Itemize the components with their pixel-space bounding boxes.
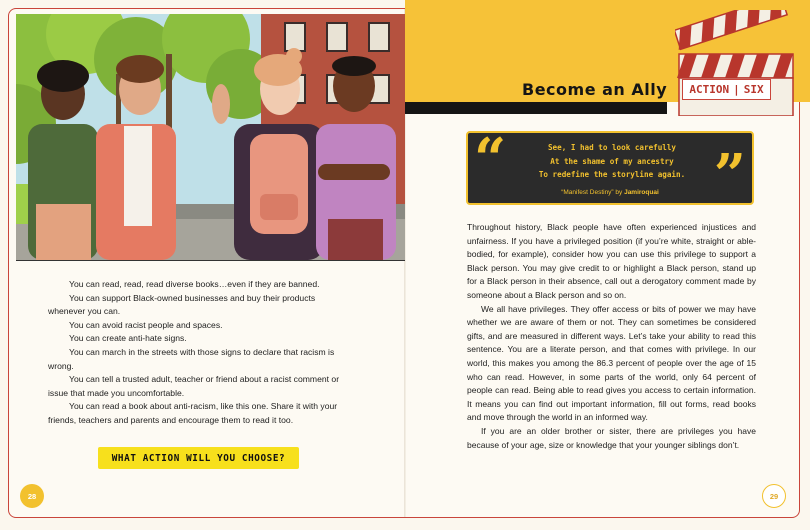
action-word: ACTION <box>689 83 730 96</box>
clapperboard-icon <box>675 10 800 116</box>
close-quote-icon: ” <box>713 142 746 208</box>
action-label <box>682 79 771 100</box>
header-stripe <box>405 102 667 114</box>
quote-lines <box>504 141 720 182</box>
right-paragraph: Throughout history, Black people have often experienced injustices and unfairness. If you have a privileged position (if you’re white, straight or able-bodied, for example), consider how you can use this privilege to support a Black person. You may give credit to or highlight a Black person, stand up for a Black person in their absence, call out a derogatory comment made by someone about a Black person and so on. <box>467 222 756 300</box>
left-body-text <box>48 278 346 428</box>
page-number-left: 28 <box>20 484 44 508</box>
right-paragraph: We all have privileges. They offer access or bits of power we may have whether we are aware of them or not. They can sometimes be considered gifts, and are measured in different ways. Let’s take your ability to read this sentence. You are a literate person, and that comes with privilege. In our world, this makes you among the 86.3 percent of people over the age of 15 who can read. However, in some parts of the world, only 64 percent of people can read. Being able to read gives you access to certain information. It means you can find out important information, fill out forms, read books and move through the world in an informed way. <box>467 303 756 423</box>
left-paragraph: You can avoid racist people and spaces. <box>69 319 223 330</box>
left-paragraph: You can read, read, read diverse books…even if they are banned. <box>69 279 320 289</box>
left-paragraph: You can tell a trusted adult, teacher or friend about a racist comment or issue that made you uncomfortable. <box>48 374 340 398</box>
right-body-text <box>467 221 756 452</box>
illustration-students <box>16 14 405 261</box>
quote-artist: Jamiroquai <box>624 189 659 196</box>
page-title: Become an Ally <box>522 80 668 99</box>
quote-source <box>466 184 754 202</box>
left-paragraph: You can march in the streets with those signs to declare that racism is wrong. <box>48 346 335 371</box>
action-separator: | <box>733 83 740 96</box>
left-paragraph: You can create anti-hate signs. <box>69 333 187 344</box>
illustration-svg <box>16 14 405 260</box>
left-paragraph: You can support Black-owned businesses and buy their products whenever you can. <box>48 292 316 317</box>
quote-line: To redefine the storyline again. <box>538 170 686 179</box>
right-paragraph: If you are an older brother or sister, there are privileges you have because of your age, size or knowledge that your younger siblings don’t. <box>467 425 756 450</box>
quote-song: “Manifest Destiny” by <box>561 189 625 196</box>
left-paragraph: You can read a book about anti-racism, like this one. Share it with your friends, teachers and parents and encourage them to read it too. <box>48 401 338 425</box>
action-number: SIX <box>743 83 764 96</box>
open-quote-icon: “ <box>474 126 507 192</box>
quote-line: See, I had to look carefully <box>547 143 676 152</box>
quote-line: At the shame of my ancestry <box>550 156 674 166</box>
page-number-right: 29 <box>762 484 786 508</box>
cta-banner: WHAT ACTION WILL YOU CHOOSE? <box>98 447 299 469</box>
